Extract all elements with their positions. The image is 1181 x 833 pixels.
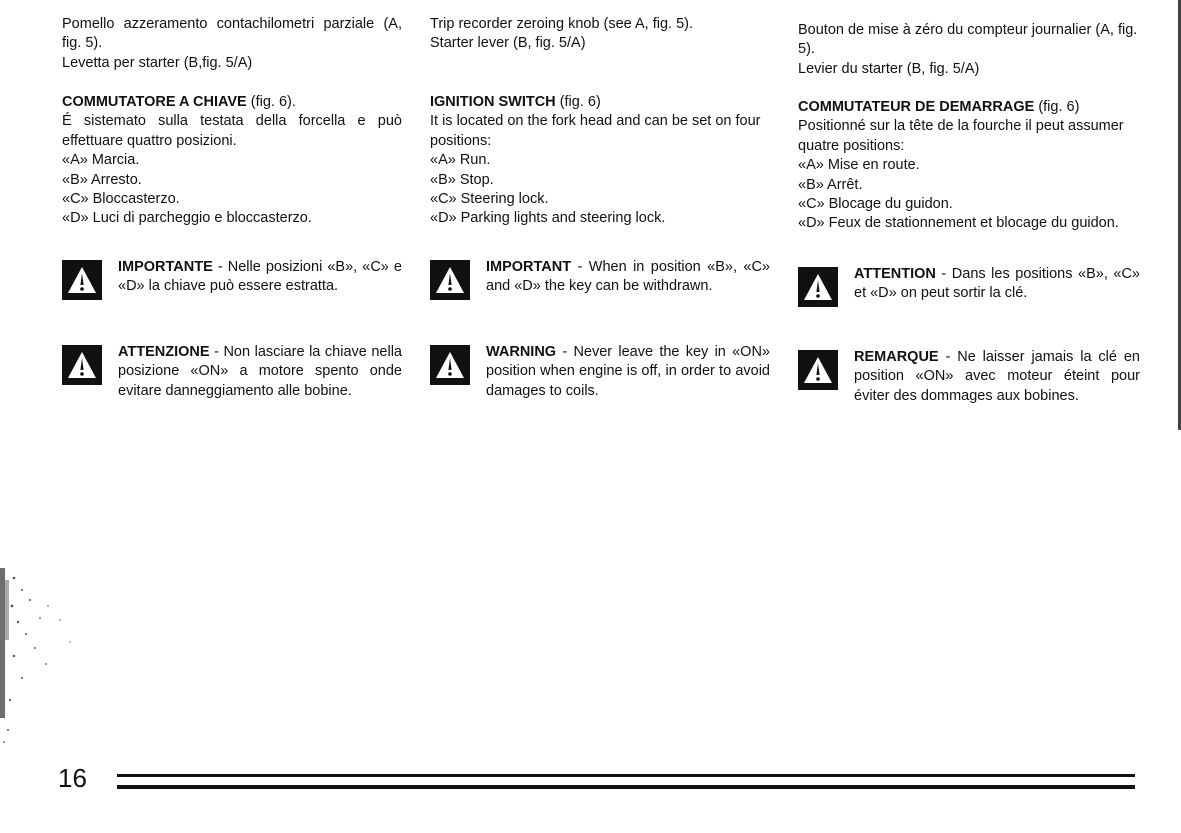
switch-section <box>798 98 1140 234</box>
page-number: 16 <box>58 763 87 793</box>
position-a: «A» Mise en route. <box>798 157 920 174</box>
note-lead: WARNING <box>486 344 557 360</box>
note-lead: ATTENZIONE <box>118 344 210 360</box>
warning-triangle-icon <box>430 345 470 385</box>
heading-text: IGNITION SWITCH <box>430 94 556 110</box>
intro-line-1: Pomello azzeramento contachilometri parziale (A, fig. 5). <box>62 16 402 52</box>
section-heading <box>430 93 770 112</box>
switch-section <box>430 93 770 229</box>
intro-block <box>430 15 770 54</box>
warning-triangle-icon <box>430 260 470 300</box>
intro-line-1: Trip recorder zeroing knob (see A, fig. 5). <box>430 16 693 32</box>
warning-triangle-icon <box>798 267 838 307</box>
note-lead: IMPORTANTE <box>118 259 213 275</box>
position-a: «A» Marcia. <box>62 152 140 169</box>
warning-note <box>430 343 770 401</box>
note-lead: ATTENTION <box>854 266 936 282</box>
section-body: It is located on the fork head and can be set on four positions: <box>430 113 761 149</box>
switch-section <box>62 93 402 229</box>
position-c: «C» Blocage du guidon. <box>798 196 953 213</box>
intro-block <box>798 21 1140 79</box>
note-lead: REMARQUE <box>854 349 939 365</box>
warning-triangle-icon <box>62 260 102 300</box>
heading-figure-ref: (fig. 6) <box>559 94 601 110</box>
note-lead: IMPORTANT <box>486 259 572 275</box>
heading-text: COMMUTATEUR DE DEMARRAGE <box>798 99 1035 115</box>
position-b: «B» Stop. <box>430 171 494 188</box>
note-text: - Nelle posizioni «B», «C» e «D» la chiave può essere estratta. <box>118 259 402 295</box>
section-body: É sistemato sulla testata della forcella e può effettuare quattro posizioni. <box>62 113 402 149</box>
position-b: «B» Arrêt. <box>798 176 863 193</box>
warning-note <box>798 348 1140 406</box>
warning-triangle-icon <box>798 350 838 390</box>
heading-text: COMMUTATORE A CHIAVE <box>62 94 247 110</box>
section-body: Positionné sur la tête de la fourche il peut assumer quatre positions: <box>798 118 1124 154</box>
warning-note <box>62 343 402 401</box>
section-heading <box>798 98 1140 117</box>
note-text: - When in position «B», «C» and «D» the key can be withdrawn. <box>486 259 770 295</box>
intro-line-2: Levier du starter (B, fig. 5/A) <box>798 60 980 77</box>
note-text: - Never leave the key in «ON» position when engine is off, in order to avoid damages to coils. <box>486 344 770 399</box>
heading-figure-ref: (fig. 6). <box>250 94 296 110</box>
scan-artifact-marks <box>0 560 90 750</box>
note-text: - Non lasciare la chiave nella posizione «ON» a motore spento onde evitare danneggiamento alle bobine. <box>118 344 402 399</box>
position-c: «C» Bloccasterzo. <box>62 191 180 208</box>
heading-figure-ref: (fig. 6) <box>1038 99 1080 115</box>
section-heading <box>62 93 402 112</box>
intro-block <box>62 15 402 73</box>
position-b: «B» Arresto. <box>62 171 142 188</box>
intro-line-1: Bouton de mise à zéro du compteur journalier (A, fig. 5). <box>798 22 1138 58</box>
intro-line-2: Starter lever (B, fig. 5/A) <box>430 35 586 52</box>
intro-line-2: Levetta per starter (B,fig. 5/A) <box>62 54 253 71</box>
note-text: - Dans les positions «B», «C» et «D» on peut sortir la clé. <box>854 266 1140 302</box>
important-note <box>62 258 402 302</box>
position-a: «A» Run. <box>430 152 491 169</box>
warning-triangle-icon <box>62 345 102 385</box>
important-note <box>430 258 770 302</box>
position-c: «C» Steering lock. <box>430 191 549 208</box>
position-d: «D» Feux de stationnement et blocage du guidon. <box>798 215 1119 232</box>
position-d: «D» Parking lights and steering lock. <box>430 210 666 227</box>
position-d: «D» Luci di parcheggio e bloccasterzo. <box>62 210 312 227</box>
footer-rule-top <box>117 774 1135 777</box>
important-note <box>798 265 1140 309</box>
note-text: - Ne laisser jamais la clé en position «ON» avec moteur éteint pour éviter des dommages aux bobines. <box>854 349 1140 404</box>
footer-rule-bottom <box>117 785 1135 789</box>
